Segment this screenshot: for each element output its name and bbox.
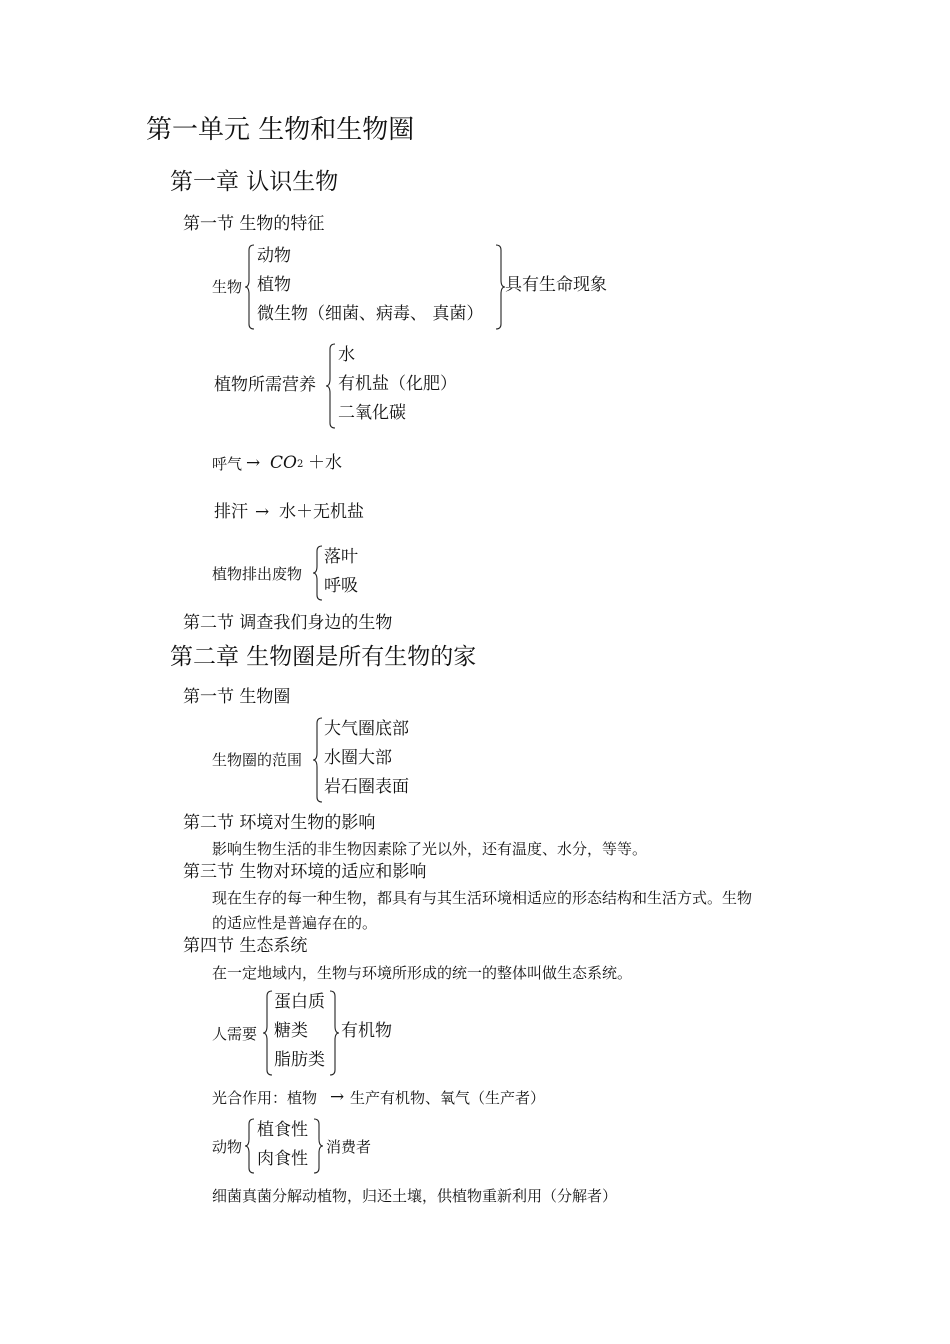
right-brace-icon bbox=[328, 990, 340, 1076]
left-brace-icon bbox=[312, 545, 324, 601]
range-item: 大气圈底部 bbox=[324, 719, 409, 739]
plant-waste-label: 植物排出废物 bbox=[212, 565, 303, 583]
plant-needs-item: 有机盐（化肥） bbox=[338, 374, 457, 394]
organism-result: 具有生命现象 bbox=[505, 275, 607, 295]
arrow-icon: → bbox=[255, 502, 270, 522]
sweat-label: 排汗 bbox=[214, 502, 248, 522]
animal-result: 消费者 bbox=[326, 1138, 372, 1156]
human-needs-item: 糖类 bbox=[274, 1021, 308, 1041]
chapter-2-title: 第二章 生物圈是所有生物的家 bbox=[170, 644, 477, 670]
co-text: CO bbox=[270, 453, 297, 473]
left-brace-icon bbox=[312, 717, 324, 803]
section-2-4-text: 在一定地域内，生物与环境所形成的统一的整体叫做生态系统。 bbox=[212, 964, 633, 982]
decomposer-text: 细菌真菌分解动植物，归还土壤，供植物重新利用（分解者） bbox=[212, 1187, 618, 1205]
human-needs-item: 脂肪类 bbox=[274, 1050, 325, 1070]
range-item: 水圈大部 bbox=[324, 748, 392, 768]
organism-item: 动物 bbox=[257, 246, 291, 266]
human-needs-result: 有机物 bbox=[341, 1021, 392, 1041]
left-brace-icon bbox=[244, 244, 256, 330]
plant-needs-label: 植物所需营养 bbox=[214, 375, 316, 395]
right-brace-icon bbox=[312, 1118, 324, 1174]
left-brace-icon bbox=[244, 1118, 256, 1174]
human-needs-item: 蛋白质 bbox=[274, 992, 325, 1012]
left-brace-icon bbox=[325, 343, 337, 429]
co2-formula bbox=[270, 455, 303, 472]
organism-item: 植物 bbox=[257, 275, 291, 295]
chapter-1-title: 第一章 认识生物 bbox=[170, 169, 339, 195]
section-2-2-title: 第二节 环境对生物的影响 bbox=[183, 813, 376, 833]
section-2-2-text: 影响生物生活的非生物因素除了光以外，还有温度、水分，等等。 bbox=[212, 840, 648, 858]
photo-rest: 生产有机物、氧气（生产者） bbox=[350, 1089, 546, 1107]
breath-rest: ＋水 bbox=[308, 453, 342, 473]
unit-title: 第一单元 生物和生物圈 bbox=[146, 115, 415, 145]
section-2-1-title: 第一节 生物圈 bbox=[183, 687, 291, 707]
plant-needs-item: 水 bbox=[338, 345, 355, 365]
section-1-1-title: 第一节 生物的特征 bbox=[183, 214, 325, 234]
organism-label: 生物 bbox=[212, 278, 243, 296]
section-2-3-title: 第三节 生物对环境的适应和影响 bbox=[183, 862, 427, 882]
left-brace-icon bbox=[262, 990, 274, 1076]
section-2-3-text-line1: 现在生存的每一种生物，都具有与其生活环境相适应的形态结构和生活方式。生物 bbox=[212, 889, 753, 907]
co-subscript: 2 bbox=[296, 459, 304, 470]
human-needs-label: 人需要 bbox=[212, 1025, 258, 1043]
sweat-rest: 水＋无机盐 bbox=[279, 502, 364, 522]
section-2-3-text-line2: 的适应性是普遍存在的。 bbox=[212, 914, 378, 932]
plant-waste-item: 呼吸 bbox=[324, 576, 358, 596]
arrow-icon: → bbox=[246, 453, 261, 473]
plant-waste-item: 落叶 bbox=[324, 547, 358, 567]
animal-item: 植食性 bbox=[257, 1120, 308, 1140]
breath-label: 呼气 bbox=[212, 455, 243, 473]
range-item: 岩石圈表面 bbox=[324, 777, 409, 797]
section-1-2-title: 第二节 调查我们身边的生物 bbox=[183, 613, 393, 633]
arrow-icon: → bbox=[330, 1087, 345, 1107]
organism-item: 微生物（细菌、病毒、 真菌） bbox=[257, 304, 484, 324]
animal-label: 动物 bbox=[212, 1138, 243, 1156]
range-label: 生物圈的范围 bbox=[212, 751, 303, 769]
animal-item: 肉食性 bbox=[257, 1149, 308, 1169]
photo-prefix: 光合作用：植物 bbox=[212, 1089, 318, 1107]
section-2-4-title: 第四节 生态系统 bbox=[183, 936, 308, 956]
plant-needs-item: 二氧化碳 bbox=[338, 403, 406, 423]
